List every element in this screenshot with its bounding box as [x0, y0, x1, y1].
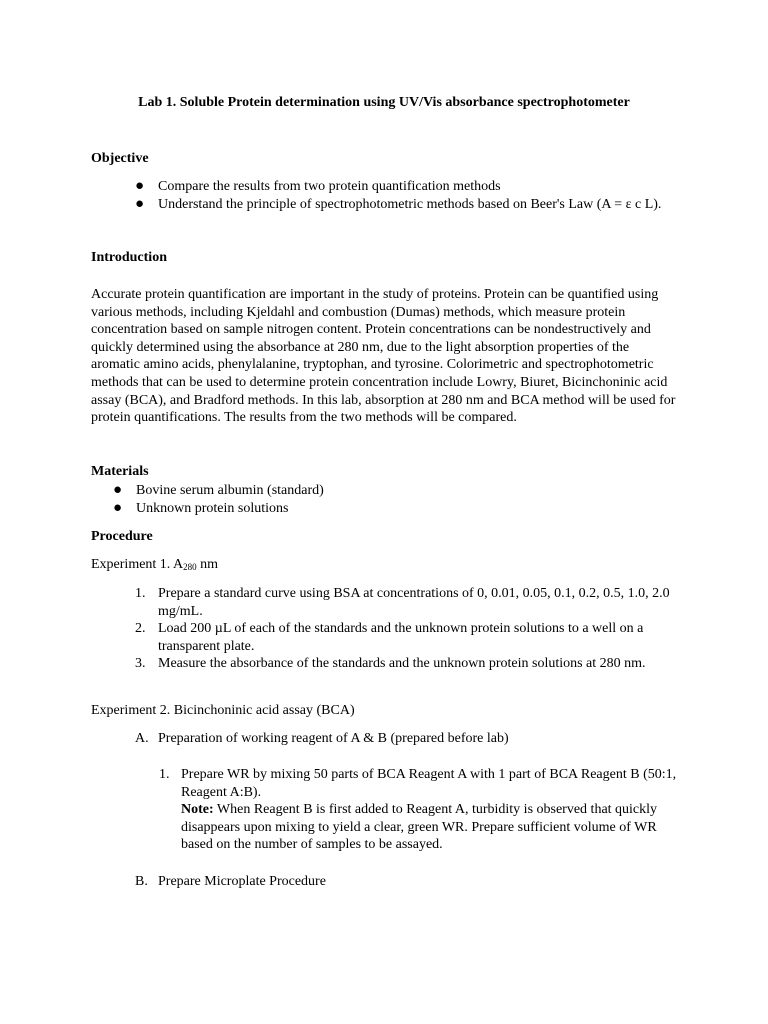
list-item: A. Preparation of working reagent of A & B (prepared before lab)	[135, 731, 509, 746]
materials-list	[91, 482, 681, 517]
list-item: 1. Prepare a standard curve using BSA at concentrations of 0, 0.01, 0.05, 0.1, 0.2, 0.5, 1.0, 2.0 mg/mL.	[135, 586, 670, 619]
list-item: ● Compare the results from two protein quantification methods	[135, 178, 501, 194]
list-item: 3. Measure the absorbance of the standards and the unknown protein solutions at 280 nm.	[135, 656, 646, 672]
experiment-2-heading: Experiment 2. Bicinchoninic acid assay (BCA)	[91, 703, 355, 718]
experiment-2-part-a-steps	[91, 766, 681, 854]
experiment-1-steps	[91, 585, 681, 673]
page-title: Lab 1. Soluble Protein determination using UV/Vis absorbance spectrophotometer	[138, 95, 630, 110]
procedure-heading: Procedure	[91, 529, 153, 544]
bullet-icon: ●	[135, 178, 145, 194]
objective-list	[91, 178, 681, 213]
experiment-2-part-a	[91, 730, 681, 748]
bullet-icon: ●	[113, 482, 123, 498]
list-item: ● Unknown protein solutions	[113, 499, 289, 516]
experiment-1-heading: Experiment 1. $A_{280}$ nm	[91, 557, 219, 572]
bullet-icon: ●	[113, 499, 123, 516]
bullet-icon: ●	[135, 195, 145, 212]
note-text: When Reagent B is first added to Reagent A, turbidity is observed that quickly disappears upon mixing to yield a clear, green WR. Prepare sufficient volume of WR based on the number of samples to be assayed.	[181, 802, 658, 853]
introduction-heading: Introduction	[91, 250, 167, 265]
list-item: 2. Load 200 µL of each of the standards and the unknown protein solutions to a well on a transparent plate.	[135, 621, 644, 654]
list-item: ● Understand the principle of spectrophotometric methods based on Beer's Law (A = ε c L).	[135, 195, 662, 212]
introduction-text: Accurate protein quantification are important in the study of proteins. Protein can be quantified using various methods, including Kjeldahl and combustion (Dumas) methods, which measure protein concentration based on sample nitrogen content. Protein concentrations can be nondestructively and quickly determined using the absorbance at 280 nm, due to the light absorption properties of the aromatic amino acids, phenylalanine, tryptophan, and tyrosine. Colorimetric and spectrophotometric methods that can be used to determine protein concentration include Lowry, Biuret, Bicinchoninic acid assay (BCA), and Bradford methods. In this lab, absorption at 280 nm and BCA method will be used for protein quantifications. The results from the two methods will be compared.	[91, 287, 676, 426]
note-label: Note:	[181, 802, 214, 818]
list-item: ● Bovine serum albumin (standard)	[113, 482, 324, 498]
materials-heading: Materials	[91, 464, 149, 479]
list-item: 1. Prepare WR by mixing 50 parts of BCA Reagent A with 1 part of BCA Reagent B (50:1, Reagent A:B). Note: When Reagent B is first added to Reagent A, turbidity is observed that quickly disappears upon mixing to yield a clear, green WR. Prepare sufficient volume of WR based on the number of samples to be assayed.	[159, 767, 677, 853]
objective-heading: Objective	[91, 151, 149, 166]
list-item: B. Prepare Microplate Procedure	[135, 874, 326, 889]
experiment-2-part-b	[91, 873, 681, 891]
